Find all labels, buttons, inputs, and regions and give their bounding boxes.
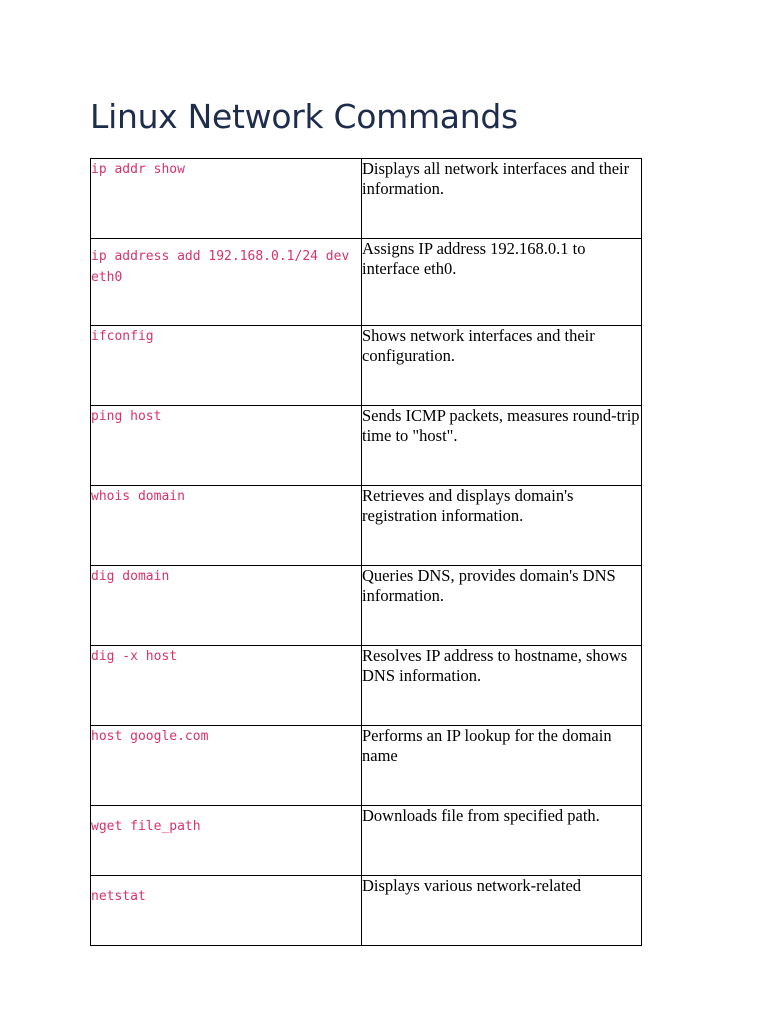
table-row [91,159,642,239]
table-row [91,646,642,726]
command-cell: ifconfig [91,326,362,406]
command-cell: wget file_path [91,806,362,876]
table-row [91,239,642,326]
command-cell: ip addr show [91,159,362,239]
table-row [91,726,642,806]
description-cell: Displays various network-related [362,876,642,946]
description-cell: Sends ICMP packets, measures round-trip time to "host". [362,406,642,486]
description-cell: Shows network interfaces and their configuration. [362,326,642,406]
table-row [91,326,642,406]
description-cell: Retrieves and displays domain's registration information. [362,486,642,566]
table-row [91,406,642,486]
command-cell: netstat [91,876,362,946]
page-title: Linux Network Commands [90,97,518,136]
description-cell: Displays all network interfaces and their information. [362,159,642,239]
description-cell: Queries DNS, provides domain's DNS information. [362,566,642,646]
description-cell: Resolves IP address to hostname, shows DNS information. [362,646,642,726]
command-cell: host google.com [91,726,362,806]
description-cell: Assigns IP address 192.168.0.1 to interface eth0. [362,239,642,326]
command-cell: ping host [91,406,362,486]
command-cell: whois domain [91,486,362,566]
table-row [91,876,642,946]
description-cell: Downloads file from specified path. [362,806,642,876]
table-row [91,806,642,876]
command-cell: dig -x host [91,646,362,726]
command-cell: ip address add 192.168.0.1/24 dev eth0 [91,239,362,326]
description-cell: Performs an IP lookup for the domain name [362,726,642,806]
commands-table [90,158,642,946]
table-row [91,486,642,566]
table-row [91,566,642,646]
command-cell: dig domain [91,566,362,646]
